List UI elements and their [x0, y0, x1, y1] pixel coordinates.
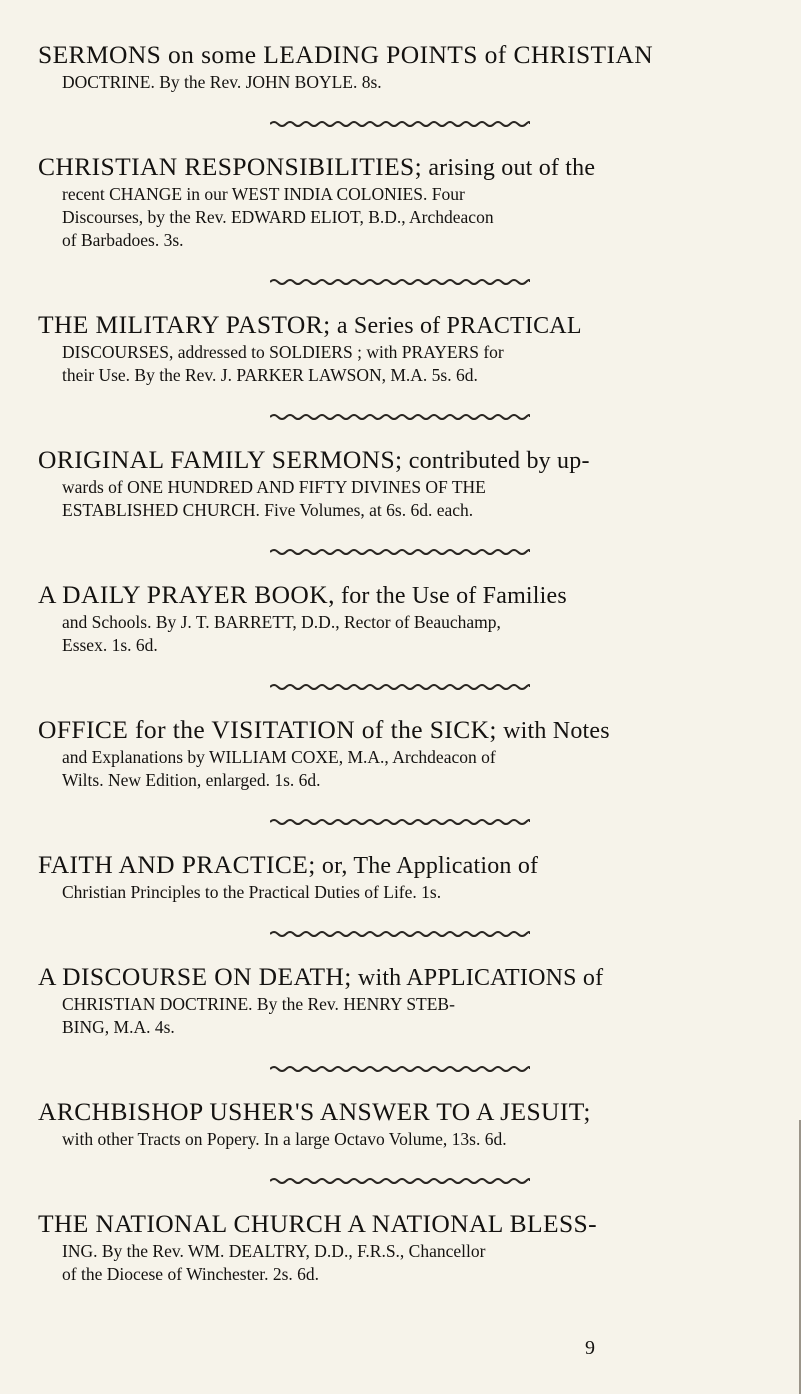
entry-title-rest: a Series of PRACTICAL [330, 313, 582, 339]
entry-line: Christian Principles to the Practical Duties of Life. 1s. [62, 882, 442, 902]
page-number: 9 [585, 1337, 595, 1359]
entry-title-rest: with Notes [496, 718, 610, 744]
entry-line: Wilts. New Edition, enlarged. 1s. 6d. [62, 770, 321, 790]
entry-title: FAITH AND PRACTICE; [38, 850, 316, 879]
ornamental-rule [270, 120, 530, 128]
entry-title-rest: arising out of the [422, 155, 596, 181]
entry-line: DOCTRINE. By the Rev. JOHN BOYLE. 8s. [62, 72, 382, 92]
ornamental-rule [270, 278, 530, 286]
ornamental-rule [270, 930, 530, 938]
entry-title: A DAILY PRAYER BOOK, [38, 580, 335, 609]
entry-title-rest: for the Use of Families [334, 583, 567, 609]
book-entry [38, 40, 758, 94]
entry-line: ING. By the Rev. WM. DEALTRY, D.D., F.R.S., Chancellor [62, 1241, 486, 1261]
entry-title: THE MILITARY PASTOR; [38, 310, 331, 339]
entry-line: of Barbadoes. 3s. [62, 230, 184, 250]
ornamental-rule [270, 413, 530, 421]
entry-line: CHRISTIAN DOCTRINE. By the Rev. HENRY STEB- [62, 994, 455, 1014]
entry-line: ESTABLISHED CHURCH. Five Volumes, at 6s. 6d. each. [62, 500, 474, 520]
book-entry [38, 1097, 758, 1151]
entry-title: ARCHBISHOP USHER'S ANSWER TO A JESUIT; [38, 1097, 591, 1126]
entry-title-rest: contributed by up- [402, 448, 590, 474]
book-entry [38, 962, 758, 1039]
entry-line: wards of ONE HUNDRED AND FIFTY DIVINES OF THE [62, 477, 486, 497]
ornamental-rule [270, 548, 530, 556]
entry-title: CHRISTIAN RESPONSIBILITIES; [38, 152, 423, 181]
entry-title: ORIGINAL FAMILY SERMONS; [38, 445, 403, 474]
entry-title-rest: with APPLICATIONS of [351, 965, 604, 991]
book-entry [38, 715, 758, 792]
ornamental-rule [270, 818, 530, 826]
entry-title: A DISCOURSE ON DEATH; [38, 962, 352, 991]
entry-line: of the Diocese of Winchester. 2s. 6d. [62, 1264, 320, 1284]
entry-title-rest: or, The Application of [315, 853, 539, 879]
entry-title: OFFICE for the VISITATION of the SICK; [38, 715, 497, 744]
entry-line: and Explanations by WILLIAM COXE, M.A., Archdeacon of [62, 747, 496, 767]
entry-line: their Use. By the Rev. J. PARKER LAWSON, M.A. 5s. 6d. [62, 365, 478, 385]
entry-line: and Schools. By J. T. BARRETT, D.D., Rector of Beauchamp, [62, 612, 501, 632]
entry-line: with other Tracts on Popery. In a large Octavo Volume, 13s. 6d. [62, 1129, 507, 1149]
entry-title: SERMONS on some LEADING POINTS of CHRISTIAN [38, 40, 654, 69]
entry-line: DISCOURSES, addressed to SOLDIERS ; with PRAYERS for [62, 342, 504, 362]
entry-title: THE NATIONAL CHURCH A NATIONAL BLESS- [38, 1209, 598, 1238]
book-entry [38, 580, 758, 657]
catalogue-page [38, 40, 758, 1286]
entry-line: Discourses, by the Rev. EDWARD ELIOT, B.D., Archdeacon [62, 207, 494, 227]
ornamental-rule [270, 683, 530, 691]
entry-line: BING, M.A. 4s. [62, 1017, 175, 1037]
book-entry [38, 310, 758, 387]
book-entry [38, 445, 758, 522]
ornamental-rule [270, 1177, 530, 1185]
entry-line: recent CHANGE in our WEST INDIA COLONIES. Four [62, 184, 465, 204]
entry-line: Essex. 1s. 6d. [62, 635, 158, 655]
ornamental-rule [270, 1065, 530, 1073]
book-entry [38, 1209, 758, 1286]
book-entry [38, 152, 758, 252]
book-entry [38, 850, 758, 904]
